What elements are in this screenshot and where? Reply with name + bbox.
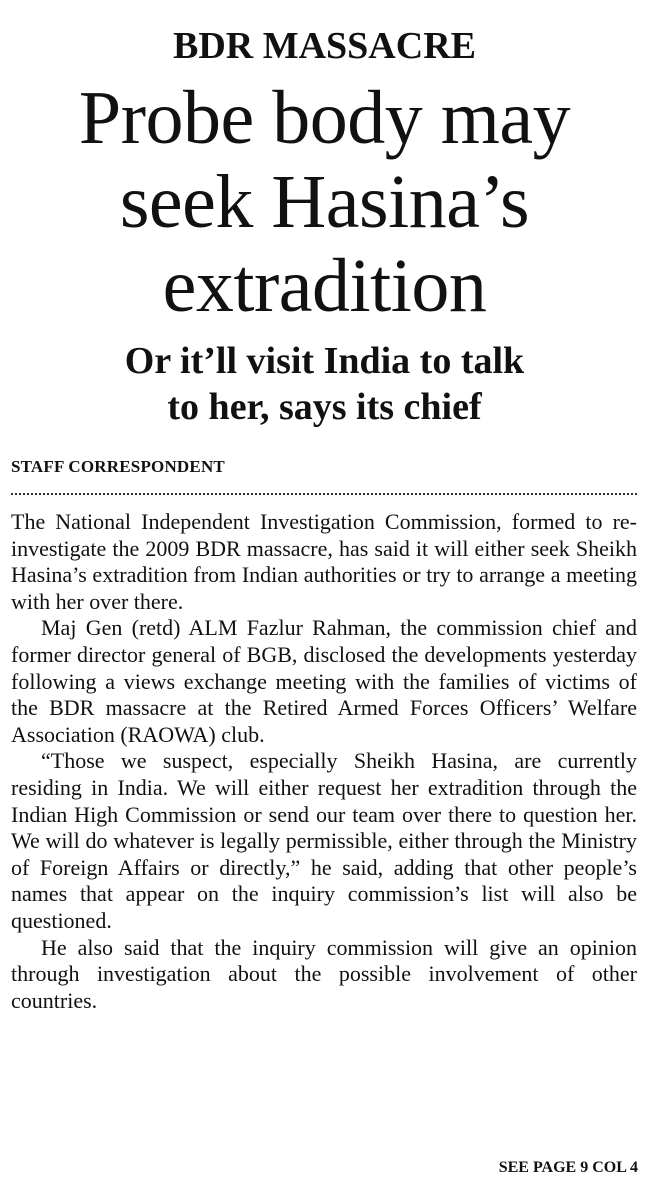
headline-line: seek Hasina’s <box>119 160 530 244</box>
headline-line: Probe body may <box>78 76 571 160</box>
article-byline: STAFF CORRESPONDENT <box>11 457 225 476</box>
body-paragraph: Maj Gen (retd) ALM Fazlur Rahman, the commission chief and former director general of BGB, disclosed the developments yesterday following a views exchange meeting with the families of victims of the BDR massacre at the Retired Armed Forces Officers’ Welfare Association (RAOWA) club. <box>11 615 637 747</box>
article-subheadline <box>0 338 649 430</box>
body-paragraph: He also said that the inquiry commission will give an opinion through investigation about the possible involvement of other countries. <box>11 934 637 1013</box>
article-headline <box>0 76 649 328</box>
subhead-line: Or it’ll visit India to talk <box>124 340 525 382</box>
headline-line: extradition <box>162 244 487 328</box>
body-paragraph: The National Independent Investigation Commission, formed to re-investigate the 2009 BDR massacre, has said it will either seek Sheikh Hasina’s extradition from Indian authorities or try to arrange a meeting with her over there. <box>11 509 637 614</box>
dotted-divider <box>11 493 637 495</box>
continuation-reference: SEE PAGE 9 COL 4 <box>498 1159 638 1176</box>
subhead-line: to her, says its chief <box>167 386 482 428</box>
body-paragraph: “Those we suspect, especially Sheikh Hasina, are currently residing in India. We will either request her extradition through the Indian High Commission or send our team over there to question her. We will do whatever is legally permissible, either through the Ministry of Foreign Affairs or directly,” he said, adding that other people’s names that appear on the inquiry commission’s list will also be questioned. <box>11 748 637 933</box>
article-kicker: BDR MASSACRE <box>173 25 476 67</box>
article-body <box>11 509 637 1014</box>
